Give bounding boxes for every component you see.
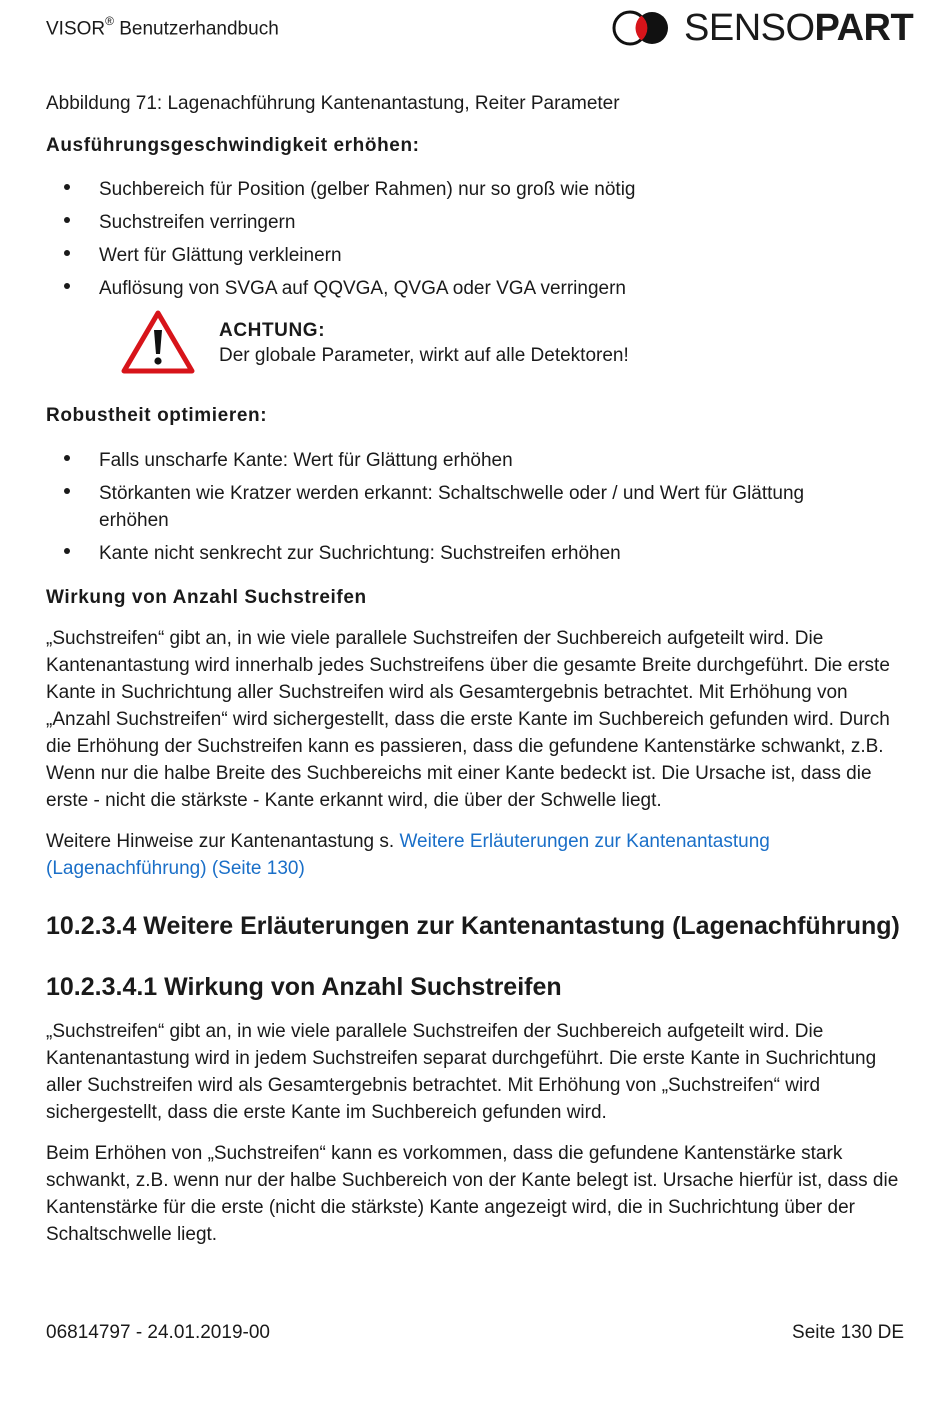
section-heading-10-2-3-4-1: 10.2.3.4.1 Wirkung von Anzahl Suchstreifen (46, 973, 562, 1001)
warning-text: Der globale Parameter, wirkt auf alle Detektoren! (219, 345, 629, 366)
title-suffix: Benutzerhandbuch (113, 18, 279, 40)
speed-list (46, 176, 906, 308)
bullet-icon (64, 548, 70, 554)
product-name: VISOR (46, 18, 106, 40)
robust-heading: Robustheit optimieren: (46, 405, 268, 426)
section-heading-10-2-3-4: 10.2.3.4 Weitere Erläuterungen zur Kantenantastung (Lagenachführung) (46, 912, 900, 940)
document-title (46, 16, 279, 40)
further-info-text: Weitere Hinweise zur Kantenantastung s. (46, 831, 400, 852)
bullet-icon (64, 184, 70, 190)
further-info-link[interactable]: Weitere Erläuterungen zur Kantenantastung (Lagenachführung) (Seite 130) (46, 831, 770, 879)
figure-caption: Abbildung 71: Lagenachführung Kantenantastung, Reiter Parameter (46, 93, 620, 114)
bullet-icon (64, 250, 70, 256)
list-item: Falls unscharfe Kante: Wert für Glättung erhöhen (46, 447, 906, 474)
paragraph-edge-strength: Beim Erhöhen von „Suchstreifen“ kann es vorkommen, dass die gefundene Kantenstärke stark schwankt, z.B. wenn nur der halbe Suchbereich von der Kante belegt ist. Ursache hierfür ist, dass die Kantenstärke für die erste (nicht die stärkste) Kante angezeigt wird, die in Suchrichtung über der Schaltschwelle liegt. (46, 1143, 899, 1245)
logo-text-light: SENSO (684, 7, 815, 49)
bullet-icon (64, 488, 70, 494)
list-item: Wert für Glättung verkleinern (46, 242, 906, 269)
paragraph-search-stripes: „Suchstreifen“ gibt an, in wie viele parallele Suchstreifen der Suchbereich aufgeteilt wird. Die Kantenantastung wird in jedem Suchstreifen separat durchgeführt. Die erste Kante in Suchrichtung aller Suchstreifen wird als Gesamtergebnis betrachtet. Mit Erhöhung von „Suchstreifen“ wird sichergestellt, dass die erste Kante im Suchbereich gefunden wird. (46, 1021, 877, 1123)
list-item: Kante nicht senkrecht zur Suchrichtung: Suchstreifen erhöhen (46, 540, 906, 567)
list-item: Auflösung von SVGA auf QQVGA, QVGA oder VGA verringern (46, 275, 906, 302)
warning-title: ACHTUNG: (219, 320, 326, 341)
logo-text-bold: PART (814, 7, 914, 49)
sensopart-logo-mark-icon (612, 10, 672, 46)
bullet-icon (64, 455, 70, 461)
footer-page-number: Seite 130 DE (792, 1322, 904, 1343)
sensopart-logo (684, 7, 913, 49)
warning-triangle-icon (121, 310, 195, 374)
further-info-paragraph (46, 828, 912, 882)
registered-mark: ® (105, 14, 114, 28)
list-item: Suchstreifen verringern (46, 209, 906, 236)
robust-list (46, 447, 906, 573)
effect-paragraph: „Suchstreifen“ gibt an, in wie viele parallele Suchstreifen der Suchbereich aufgeteilt wird. Die Kantenantastung wird innerhalb jedes Suchstreifens über die gesamte Breite durchgeführt. Die erste Kante in Suchrichtung aller Suchstreifen wird als Gesamtergebnis betrachtet. Mit Erhöhung von „Anzahl Suchstreifen“ wird sichergestellt, dass die erste Kante im Suchbereich gefunden wird. Durch die Erhöhung der Suchstreifen kann es passieren, dass die gefundene Kantenstärke schwankt, z.B. Wenn nur die halbe Breite des Suchbereichs mit einer Kante bedeckt ist. Die Ursache ist, dass die erste - nicht die stärkste - Kante erkannt wird, die über der Schwelle liegt. (46, 628, 890, 811)
bullet-icon (64, 283, 70, 289)
footer-document-id: 06814797 - 24.01.2019-00 (46, 1322, 270, 1343)
speed-heading: Ausführungsgeschwindigkeit erhöhen: (46, 135, 420, 156)
list-item: Störkanten wie Kratzer werden erkannt: Schaltschwelle oder / und Wert für Glättung erhöhen (46, 480, 906, 534)
bullet-icon (64, 217, 70, 223)
list-item: Suchbereich für Position (gelber Rahmen) nur so groß wie nötig (46, 176, 906, 203)
effect-heading: Wirkung von Anzahl Suchstreifen (46, 587, 367, 608)
